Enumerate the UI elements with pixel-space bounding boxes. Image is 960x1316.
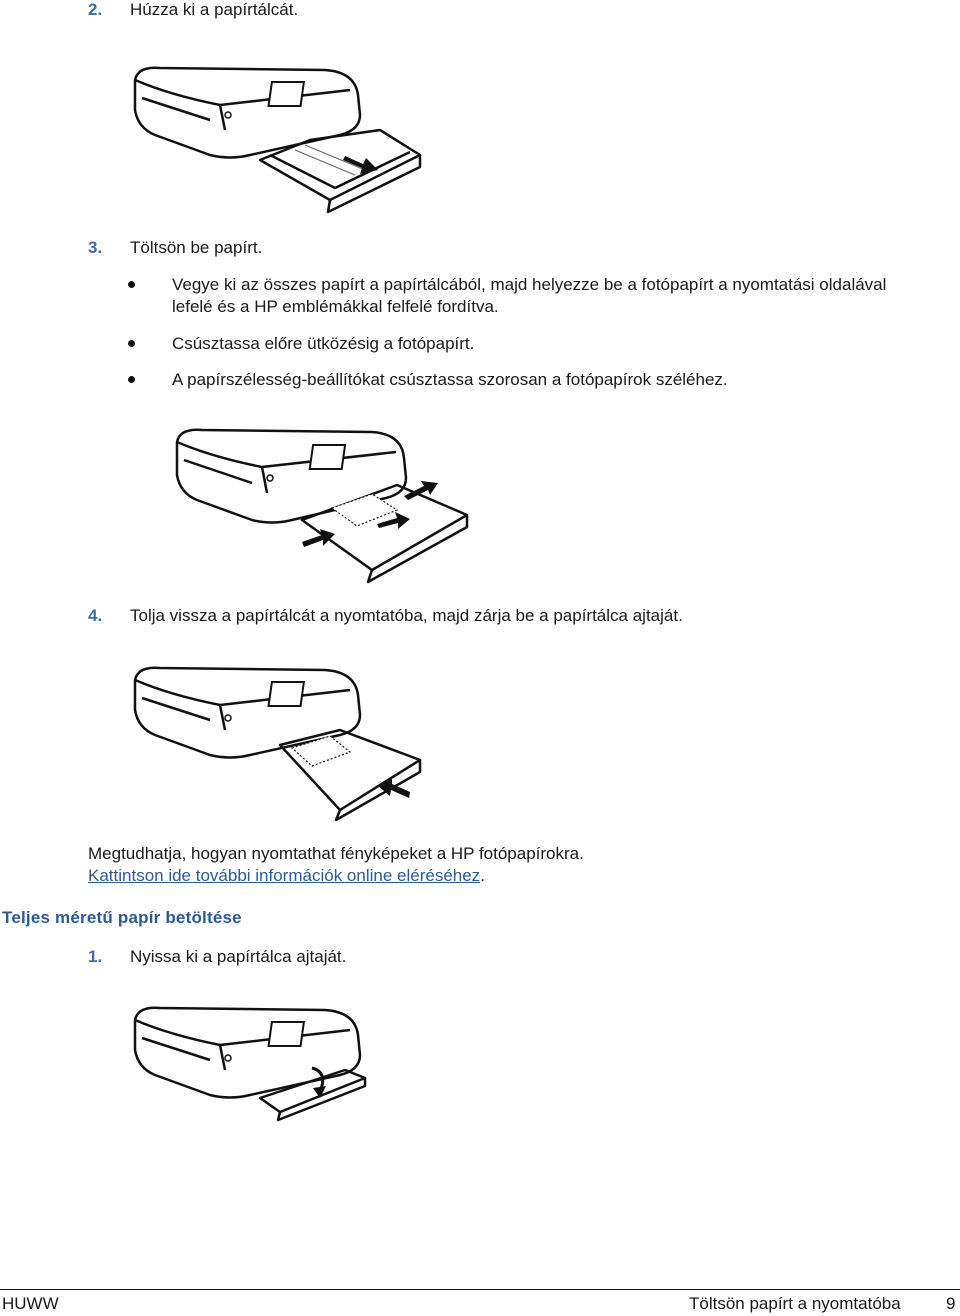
bullet-dot (128, 340, 135, 347)
step-text: Töltsön be papírt. (130, 238, 263, 257)
footer-left: HUWW (2, 1294, 59, 1313)
info-link-line (88, 865, 485, 887)
bullet-text: Vegye ki az összes papírt a papírtálcából, majd helyezze be a fotópapírt a nyomtatási oldalával (172, 275, 887, 294)
printer-push-tray-illustration (130, 660, 430, 825)
printer-load-photo-paper-illustration (172, 410, 472, 585)
bullet-text-continued: lefelé és a HP emblémákkal felfelé fordítva. (172, 297, 499, 316)
info-text: Megtudhatja, hogyan nyomtathat fényképeket a HP fotópapírokra. (88, 844, 584, 863)
step-number: 1. (88, 947, 103, 966)
step-number: 3. (88, 238, 103, 257)
step-text: Nyissa ki a papírtálca ajtaját. (130, 947, 347, 966)
footer-title: Töltsön papírt a nyomtatóba (689, 1294, 901, 1313)
bullet-dot (128, 376, 135, 383)
bullet-dot (128, 281, 135, 288)
step-text: Tolja vissza a papírtálcát a nyomtatóba, majd zárja be a papírtálca ajtaját. (130, 606, 683, 625)
step-number: 2. (88, 0, 103, 19)
page-number: 9 (946, 1294, 956, 1313)
section-heading: Teljes méretű papír betöltése (2, 908, 242, 927)
bullet-text: Csúsztassa előre ütközésig a fotópapírt. (172, 334, 475, 353)
step-number: 4. (88, 606, 103, 625)
step-text: Húzza ki a papírtálcát. (130, 0, 299, 19)
printer-tray-pull-illustration (130, 60, 430, 220)
more-info-link[interactable]: Kattintson ide további információk online eléréséhez (88, 866, 481, 885)
footer-rule (0, 1289, 960, 1290)
printer-open-door-illustration (130, 1000, 400, 1130)
link-suffix: . (480, 866, 485, 885)
bullet-text: A papírszélesség-beállítókat csúsztassa szorosan a fotópapírok széléhez. (172, 370, 728, 389)
